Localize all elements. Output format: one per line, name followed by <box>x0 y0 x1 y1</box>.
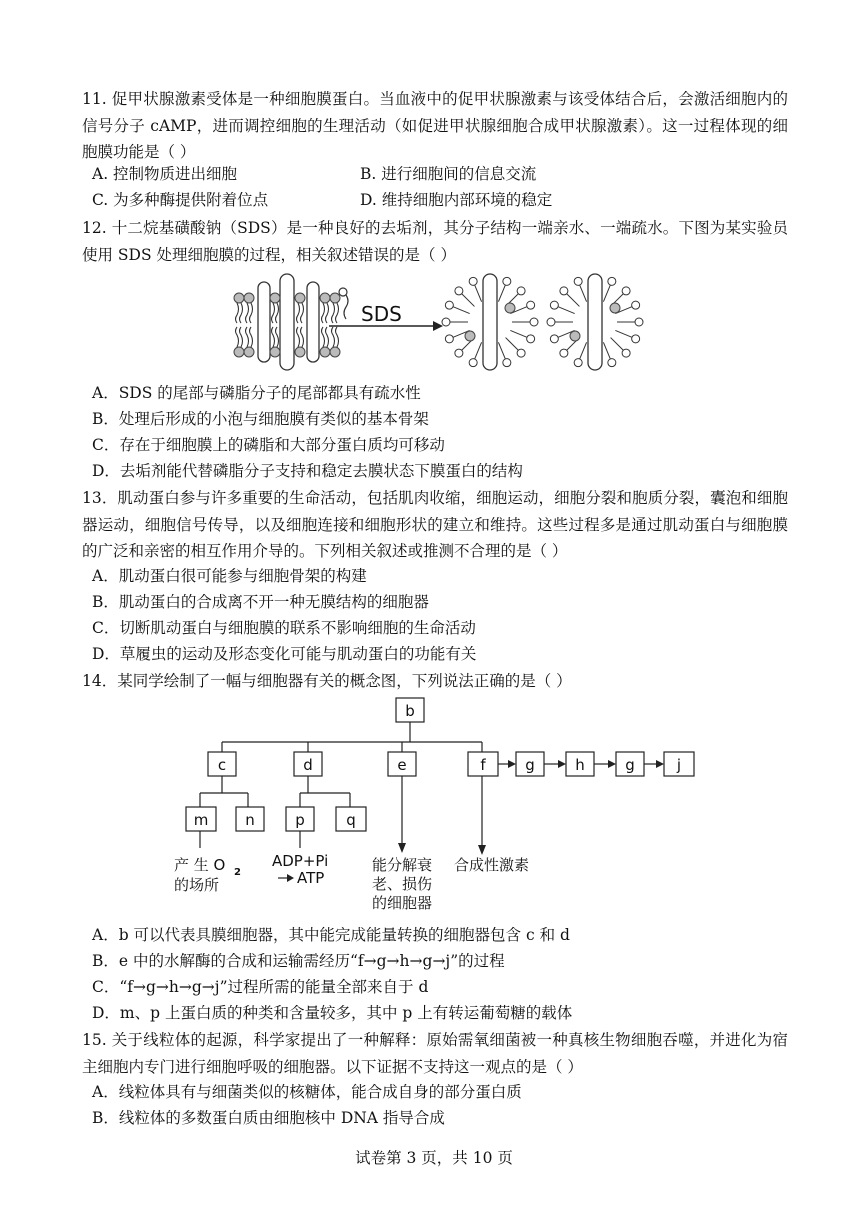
q11-option-b: B. 进行细胞间的信息交流 <box>360 165 537 183</box>
q12-option-d: D．去垢剂能代替磷脂分子支持和稳定去膜状态下膜蛋白的结构 <box>92 462 523 480</box>
sds-vesicle-1 <box>442 274 538 370</box>
lysosome-label-line1: 能分解衰 <box>372 856 433 874</box>
q14-option-a: A．b 可以代表具膜细胞器，其中能完成能量转换的细胞器包含 c 和 d <box>92 926 570 944</box>
q13-option-d: D．草履虫的运动及形态变化可能与肌动蛋白的功能有关 <box>92 645 477 663</box>
q11-option-c: C. 为多种酶提供附着位点 <box>92 191 269 209</box>
q13-option-a: A．肌动蛋白很可能参与细胞骨架的构建 <box>92 567 367 585</box>
question-11-stem: 11. 促甲状腺激素受体是一种细胞膜蛋白。当血液中的促甲状腺激素与该受体结合后，会激活细胞内的信号分子 cAMP，进而调控细胞的生理活动（如促进甲状腺细胞合成甲状腺激素）。这一过程体现的细胞膜功能是（ ） <box>82 90 788 161</box>
node-j: j <box>676 756 682 774</box>
q13-option-c: C．切断肌动蛋白与细胞膜的联系不影响细胞的生命活动 <box>92 619 476 637</box>
node-b: b <box>405 702 415 720</box>
question-13-stem: 13．肌动蛋白参与许多重要的生命活动，包括肌肉收缩，细胞运动，细胞分裂和胞质分裂，囊泡和细胞器运动，细胞信号传导，以及细胞连接和细胞形状的建立和维持。这些过程多是通过肌动蛋白与细胞膜的广泛和亲密的相互作用介导的。下列相关叙述或推测不合理的是（ ） <box>82 489 788 560</box>
node-e: e <box>397 756 407 774</box>
lysosome-label-line2: 老、损伤 <box>372 875 433 893</box>
q15-option-a: A．线粒体具有与细菌类似的核糖体，能合成自身的部分蛋白质 <box>92 1083 522 1101</box>
node-f: f <box>480 756 486 774</box>
o2-label-line1: 产 生 O <box>174 856 226 874</box>
lysosome-label-line3: 的细胞器 <box>372 894 433 912</box>
organelle-concept-map <box>160 695 720 920</box>
sds-vesicle-2 <box>547 274 643 370</box>
node-g2: g <box>625 756 635 774</box>
node-g1: g <box>525 756 535 774</box>
question-15-stem: 15. 关于线粒体的起源，科学家提出了一种解释：原始需氧细菌被一种真核生物细胞吞噬，并进化为宿主细胞内专门进行细胞呼吸的细胞器。以下证据不支持这一观点的是（ ） <box>82 1031 788 1076</box>
o2-label-line2: 的场所 <box>174 876 220 894</box>
q11-option-a: A. 控制物质进出细胞 <box>92 165 238 183</box>
sds-membrane-figure <box>225 270 655 375</box>
node-p: p <box>295 811 305 829</box>
q12-option-b: B．处理后形成的小泡与细胞膜有类似的基本骨架 <box>92 410 429 428</box>
q12-option-a: A．SDS 的尾部与磷脂分子的尾部都具有疏水性 <box>92 384 421 402</box>
q13-option-b: B．肌动蛋白的合成离不开一种无膜结构的细胞器 <box>92 593 429 611</box>
node-h: h <box>575 756 585 774</box>
q11-option-d: D. 维持细胞内部环境的稳定 <box>360 191 553 209</box>
atp-label-line2: ATP <box>297 869 325 887</box>
node-d: d <box>303 756 313 774</box>
q14-option-c: C．“f→g→h→g→j”过程所需的能量全部来自于 d <box>92 978 429 996</box>
sds-label: SDS <box>361 302 402 326</box>
hormone-label: 合成性激素 <box>454 856 530 874</box>
question-14-stem: 14．某同学绘制了一幅与细胞器有关的概念图，下列说法正确的是（ ） <box>82 672 572 690</box>
question-12-stem: 12. 十二烷基磺酸钠（SDS）是一种良好的去垢剂，其分子结构一端亲水、一端疏水。下图为某实验员使用 SDS 处理细胞膜的过程，相关叙述错误的是（ ） <box>82 219 788 264</box>
o2-subscript: 2 <box>234 867 241 878</box>
q14-option-b: B．e 中的水解酶的合成和运输需经历“f→g→h→g→j”的过程 <box>92 952 505 970</box>
node-n: n <box>245 811 255 829</box>
page-footer: 试卷第 3 页，共 10 页 <box>355 1149 513 1167</box>
q14-option-d: D．m、p 上蛋白质的种类和含量较多，其中 p 上有转运葡萄糖的载体 <box>92 1004 573 1022</box>
node-q: q <box>346 811 356 829</box>
sds-arrow <box>329 288 443 331</box>
atp-label-line1: ADP+Pi <box>272 852 329 870</box>
membrane-bilayer-diagram <box>234 274 340 370</box>
q12-option-c: C．存在于细胞膜上的磷脂和大部分蛋白质均可移动 <box>92 436 445 454</box>
node-m: m <box>193 811 209 829</box>
node-c: c <box>217 756 227 774</box>
q15-option-b: B．线粒体的多数蛋白质由细胞核中 DNA 指导合成 <box>92 1109 445 1127</box>
